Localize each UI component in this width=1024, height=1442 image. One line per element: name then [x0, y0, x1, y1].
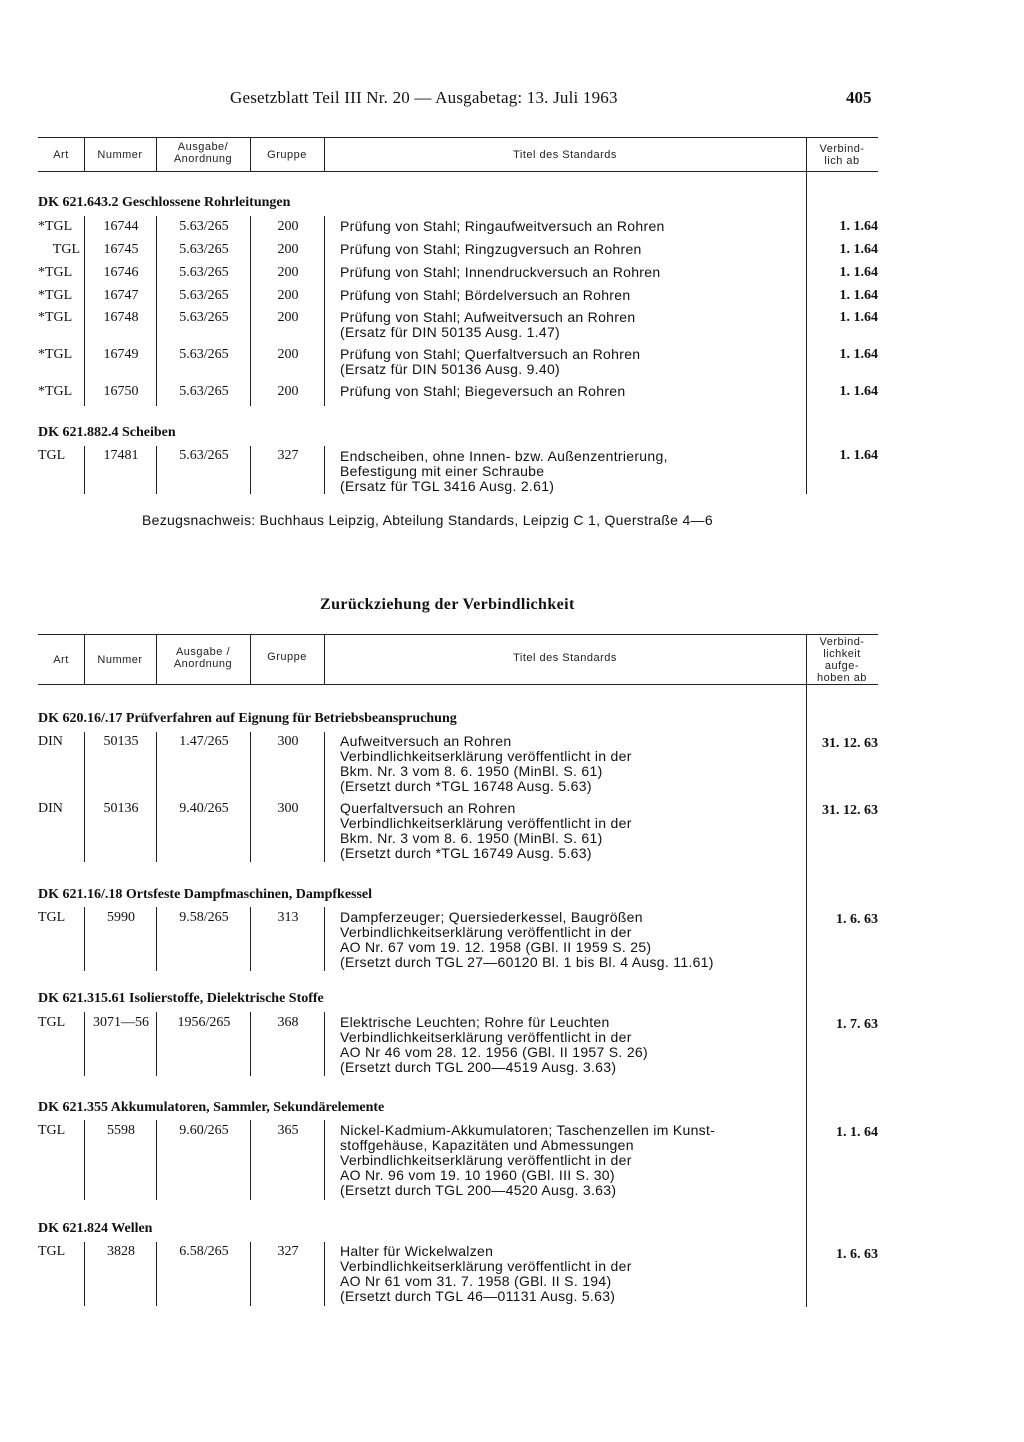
col-divider — [250, 1120, 251, 1200]
col-divider — [250, 1012, 251, 1076]
cell-datum: 31. 12. 63 — [822, 736, 878, 751]
col-divider — [250, 446, 251, 494]
cell-nummer: 16745 — [103, 242, 139, 257]
section-heading: DK 621.882.4 Scheiben — [38, 425, 176, 440]
cell-art: *TGL — [38, 265, 73, 280]
cell-gruppe: 200 — [277, 288, 299, 303]
cell-titel: Endscheiben, ohne Innen- bzw. Außenzentrierung, Befestigung mit einer Schraube (Ersatz für TGL 3416 Ausg. 2.61) — [340, 448, 668, 494]
col-divider — [84, 216, 85, 406]
cell-datum: 1. 1.64 — [839, 384, 878, 399]
cell-ausgabe: 9.60/265 — [179, 1123, 229, 1138]
cell-art: *TGL — [38, 347, 73, 362]
col-divider — [156, 446, 157, 494]
cell-ausgabe: 5.63/265 — [179, 448, 229, 463]
cell-art: TGL — [52, 242, 80, 257]
cell-gruppe: 200 — [277, 384, 299, 399]
cell-gruppe: 313 — [277, 910, 299, 925]
section-heading: DK 621.355 Akkumulatoren, Sammler, Sekundärelemente — [38, 1100, 385, 1115]
table-top-rule — [38, 137, 878, 138]
col-divider — [156, 216, 157, 406]
cell-gruppe: 365 — [277, 1123, 299, 1138]
cell-nummer: 16749 — [103, 347, 139, 362]
col-header-art: Art — [53, 149, 69, 161]
cell-art: TGL — [38, 1123, 66, 1138]
cell-art: TGL — [38, 910, 66, 925]
cell-datum: 1. 1. 64 — [836, 1125, 878, 1140]
cell-ausgabe: 5.63/265 — [179, 219, 229, 234]
col-divider — [84, 1012, 85, 1076]
cell-art: DIN — [38, 734, 63, 749]
col-header-verbindlich: Verbind- lichkeit aufge- hoben ab — [817, 636, 867, 684]
cell-titel: Prüfung von Stahl; Ringaufweitversuch an Rohren — [340, 218, 665, 234]
cell-ausgabe: 5.63/265 — [179, 310, 229, 325]
cell-titel: Prüfung von Stahl; Innendruckversuch an Rohren — [340, 264, 661, 280]
cell-datum: 1. 1.64 — [839, 310, 878, 325]
col-header-nummer: Nummer — [97, 149, 143, 161]
col-divider — [84, 1242, 85, 1306]
col-header-titel: Titel des Standards — [513, 652, 617, 664]
cell-nummer: 50135 — [103, 734, 139, 749]
cell-datum: 1. 1.64 — [839, 219, 878, 234]
col-divider — [156, 1120, 157, 1200]
cell-nummer: 16744 — [103, 219, 139, 234]
section-title-zurueckziehung: Zurückziehung der Verbindlichkeit — [320, 596, 575, 613]
col-divider — [250, 907, 251, 971]
col-divider — [250, 1242, 251, 1306]
cell-art: TGL — [38, 1244, 66, 1259]
cell-nummer: 3071—56 — [93, 1015, 149, 1030]
col-header-nummer: Nummer — [97, 654, 143, 666]
cell-nummer: 16750 — [103, 384, 139, 399]
cell-ausgabe: 5.63/265 — [179, 242, 229, 257]
cell-titel: Prüfung von Stahl; Querfaltversuch an Rohren (Ersatz für DIN 50136 Ausg. 9.40) — [340, 346, 641, 377]
cell-art: *TGL — [38, 310, 73, 325]
cell-nummer: 5990 — [107, 910, 135, 925]
cell-datum: 1. 1.64 — [839, 242, 878, 257]
cell-nummer: 16746 — [103, 265, 139, 280]
cell-gruppe: 200 — [277, 265, 299, 280]
col-header-art: Art — [53, 654, 69, 666]
table-top-rule — [38, 634, 878, 635]
cell-art: *TGL — [38, 219, 73, 234]
cell-gruppe: 300 — [277, 801, 299, 816]
cell-gruppe: 300 — [277, 734, 299, 749]
cell-ausgabe: 9.58/265 — [179, 910, 229, 925]
cell-titel: Nickel-Kadmium-Akkumulatoren; Taschenzellen im Kunst- stoffgehäuse, Kapazitäten und Abmessungen Verbindlichkeitserklärung veröffentlicht in der AO Nr. 96 vom 19. 10 1960 (GBl. III S. 30) (Ersetzt durch TGL 200—4520 Ausg. 3.63) — [340, 1122, 716, 1198]
cell-nummer: 5598 — [107, 1123, 135, 1138]
cell-titel: Querfaltversuch an Rohren Verbindlichkeitserklärung veröffentlicht in der Bkm. Nr. 3 vom 8. 6. 1950 (MinBl. S. 61) (Ersetzt durch *TGL 16749 Ausg. 5.63) — [340, 800, 632, 861]
cell-art: TGL — [38, 448, 66, 463]
cell-gruppe: 200 — [277, 347, 299, 362]
cell-titel: Prüfung von Stahl; Bördelversuch an Rohren — [340, 287, 631, 303]
cell-gruppe: 327 — [277, 448, 299, 463]
date-col-divider — [806, 138, 807, 494]
col-divider — [156, 1012, 157, 1076]
cell-art: *TGL — [38, 384, 73, 399]
cell-datum: 1. 1.64 — [839, 347, 878, 362]
cell-ausgabe: 5.63/265 — [179, 384, 229, 399]
col-divider — [84, 907, 85, 971]
section-heading: DK 621.315.61 Isolierstoffe, Dielektrische Stoffe — [38, 991, 324, 1006]
section-heading: DK 621.643.2 Geschlossene Rohrleitungen — [38, 195, 291, 210]
col-divider — [84, 732, 85, 862]
cell-ausgabe: 1956/265 — [177, 1015, 231, 1030]
col-divider — [324, 1120, 325, 1200]
col-divider — [324, 907, 325, 971]
section-heading: DK 621.824 Wellen — [38, 1221, 153, 1236]
cell-datum: 1. 7. 63 — [836, 1017, 878, 1032]
section-heading: DK 620.16/.17 Prüfverfahren auf Eignung für Betriebsbeanspruchung — [38, 711, 457, 726]
cell-titel: Prüfung von Stahl; Ringzugversuch an Rohren — [340, 241, 642, 257]
cell-art: TGL — [38, 1015, 66, 1030]
cell-titel: Prüfung von Stahl; Aufweitversuch an Rohren (Ersatz für DIN 50135 Ausg. 1.47) — [340, 309, 636, 340]
col-header-ausgabe: Ausgabe/ Anordnung — [173, 141, 233, 165]
section-heading: DK 621.16/.18 Ortsfeste Dampfmaschinen, Dampfkessel — [38, 887, 373, 902]
cell-ausgabe: 6.58/265 — [179, 1244, 229, 1259]
cell-nummer: 3828 — [107, 1244, 135, 1259]
col-divider — [156, 1242, 157, 1306]
table-header-rule — [38, 171, 878, 172]
cell-art: DIN — [38, 801, 63, 816]
cell-nummer: 16747 — [103, 288, 139, 303]
cell-datum: 31. 12. 63 — [822, 803, 878, 818]
page-number: 405 — [846, 88, 872, 107]
cell-art: *TGL — [38, 288, 73, 303]
col-divider — [156, 732, 157, 862]
col-header-gruppe: Gruppe — [267, 149, 307, 161]
cell-titel: Prüfung von Stahl; Biegeversuch an Rohren — [340, 383, 626, 399]
col-header-verbindlich: Verbind- lich ab — [819, 143, 865, 167]
cell-ausgabe: 5.63/265 — [179, 347, 229, 362]
cell-gruppe: 200 — [277, 242, 299, 257]
date-col-divider — [806, 635, 807, 1307]
col-divider — [156, 907, 157, 971]
cell-gruppe: 327 — [277, 1244, 299, 1259]
bezugsnachweis: Bezugsnachweis: Buchhaus Leipzig, Abteilung Standards, Leipzig C 1, Querstraße 4—6 — [142, 512, 713, 528]
cell-datum: 1. 1.64 — [839, 448, 878, 463]
cell-datum: 1. 6. 63 — [836, 912, 878, 927]
col-header-ausgabe: Ausgabe / Anordnung — [173, 646, 233, 670]
cell-nummer: 50136 — [103, 801, 139, 816]
col-divider — [324, 446, 325, 494]
cell-titel: Aufweitversuch an Rohren Verbindlichkeitserklärung veröffentlicht in der Bkm. Nr. 3 vom 8. 6. 1950 (MinBl. S. 61) (Ersetzt durch *TGL 16748 Ausg. 5.63) — [340, 733, 632, 794]
cell-titel: Elektrische Leuchten; Rohre für Leuchten Verbindlichkeitserklärung veröffentlicht in der AO Nr 46 vom 28. 12. 1956 (GBl. II 1957 S. 26) (Ersetzt durch TGL 200—4519 Ausg. 3.63) — [340, 1014, 648, 1075]
cell-nummer: 16748 — [103, 310, 139, 325]
col-divider — [84, 446, 85, 494]
cell-nummer: 17481 — [103, 448, 139, 463]
cell-titel: Dampferzeuger; Quersiederkessel, Baugrößen Verbindlichkeitserklärung veröffentlicht in der AO Nr. 67 vom 19. 12. 1958 (GBl. II 1959 S. 25) (Ersetzt durch TGL 27—60120 Bl. 1 bis Bl. 4 Ausg. 11.61) — [340, 909, 714, 970]
col-header-titel: Titel des Standards — [513, 149, 617, 161]
cell-titel: Halter für Wickelwalzen Verbindlichkeitserklärung veröffentlicht in der AO Nr 61 vom 31. 7. 1958 (GBl. II S. 194) (Ersetzt durch TGL 46—01131 Ausg. 5.63) — [340, 1243, 632, 1304]
table-header-rule — [38, 684, 878, 685]
cell-datum: 1. 1.64 — [839, 288, 878, 303]
cell-ausgabe: 5.63/265 — [179, 265, 229, 280]
cell-ausgabe: 1.47/265 — [179, 734, 229, 749]
col-divider — [250, 216, 251, 406]
cell-datum: 1. 6. 63 — [836, 1247, 878, 1262]
cell-gruppe: 200 — [277, 310, 299, 325]
col-header-gruppe: Gruppe — [267, 651, 307, 663]
cell-gruppe: 200 — [277, 219, 299, 234]
cell-gruppe: 368 — [277, 1015, 299, 1030]
cell-datum: 1. 1.64 — [839, 265, 878, 280]
col-divider — [324, 732, 325, 862]
cell-ausgabe: 9.40/265 — [179, 801, 229, 816]
col-divider — [250, 732, 251, 862]
page-header-title: Gesetzblatt Teil III Nr. 20 — Ausgabetag: 13. Juli 1963 — [230, 88, 618, 107]
col-divider — [324, 1242, 325, 1306]
col-divider — [84, 1120, 85, 1200]
col-divider — [324, 1012, 325, 1076]
cell-ausgabe: 5.63/265 — [179, 288, 229, 303]
col-divider — [324, 216, 325, 406]
